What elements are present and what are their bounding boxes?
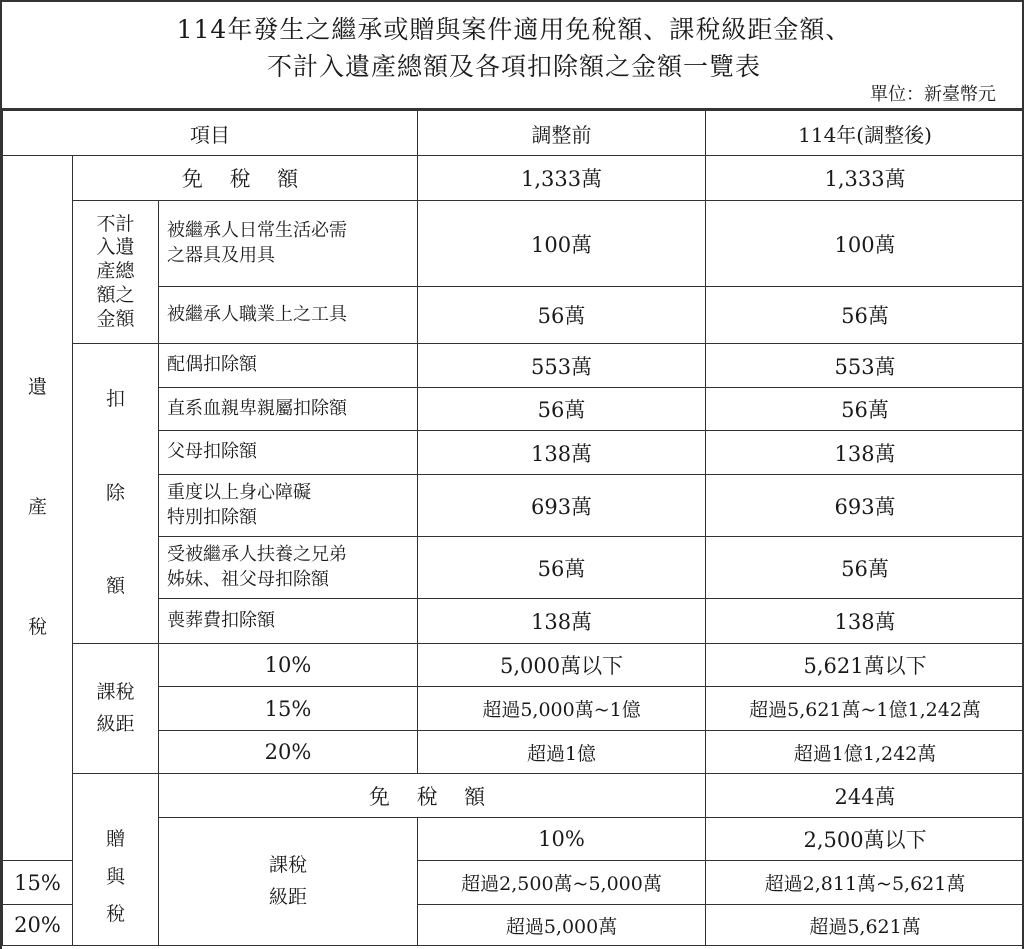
deduction-5-label <box>159 537 418 599</box>
estate-bracket-1-after: 5,621萬以下 <box>706 644 1024 687</box>
deduction-6-label: 喪葬費扣除額 <box>159 599 418 644</box>
gift-brackets-label-1: 課稅 <box>269 853 308 876</box>
estate-bracket-2-after: 超過5,621萬~1億1,242萬 <box>706 687 1024 731</box>
estate-bracket-2-before: 超過5,000萬~1億 <box>418 687 706 731</box>
estate-exemption-after: 1,333萬 <box>706 156 1024 201</box>
excluded-label-5: 金額 <box>96 307 135 330</box>
header-row <box>3 111 1024 156</box>
deduction-2-after: 56萬 <box>706 388 1024 431</box>
deduction-4-label <box>159 475 418 537</box>
header-item: 項目 <box>3 111 418 156</box>
deduction-5-after: 56萬 <box>706 537 1024 599</box>
gift-tax-label <box>73 774 159 946</box>
deduction-2-before: 56萬 <box>418 388 706 431</box>
deductions-char-1: 扣 <box>105 387 125 410</box>
deduction-5-before: 56萬 <box>418 537 706 599</box>
estate-bracket-row-1 <box>3 644 1024 687</box>
deduction-4-after: 693萬 <box>706 475 1024 537</box>
table-header-block <box>2 0 1024 110</box>
gift-char-3: 稅 <box>105 903 125 926</box>
deduction-4-before: 693萬 <box>418 475 706 537</box>
excluded-item-1-label <box>159 201 418 287</box>
excluded-label <box>73 201 159 344</box>
gift-exemption-label: 免 稅 額 <box>159 774 706 818</box>
excluded-item-1-after: 100萬 <box>706 201 1024 287</box>
estate-char-3: 稅 <box>27 615 47 638</box>
gift-bracket-2-after: 超過2,811萬~5,621萬 <box>706 861 1024 905</box>
excluded-label-4: 額之 <box>96 283 135 306</box>
gift-bracket-3-before: 超過5,000萬 <box>418 905 706 946</box>
excluded-row-1 <box>3 201 1024 287</box>
gift-exemption-before: 244萬 <box>706 774 1024 818</box>
gift-char-2: 與 <box>105 865 125 888</box>
deduction-1-label: 配偶扣除額 <box>159 344 418 388</box>
estate-char-2: 產 <box>27 496 47 519</box>
deduction-5-line-1: 受被繼承人扶養之兄弟 <box>167 544 347 566</box>
deduction-4-line-1: 重度以上身心障礙 <box>167 482 311 504</box>
deduction-row-1 <box>3 344 1024 388</box>
estate-exemption-before: 1,333萬 <box>418 156 706 201</box>
deduction-3-before: 138萬 <box>418 431 706 475</box>
estate-brackets-label-1: 課稅 <box>96 680 135 703</box>
estate-tax-label <box>3 156 73 861</box>
deduction-1-before: 553萬 <box>418 344 706 388</box>
deduction-3-label: 父母扣除額 <box>159 431 418 475</box>
deductions-char-2: 除 <box>105 481 125 504</box>
estate-exemption-label: 免 稅 額 <box>73 156 418 201</box>
excluded-item-2-after: 56萬 <box>706 287 1024 344</box>
estate-char-1: 遺 <box>27 376 47 399</box>
gift-brackets-label-2: 級距 <box>269 885 308 908</box>
excluded-item-1-before: 100萬 <box>418 201 706 287</box>
excluded-item-1-line-2: 之器具及用具 <box>167 244 275 266</box>
deduction-1-after: 553萬 <box>706 344 1024 388</box>
deduction-5-line-2: 姊妹、祖父母扣除額 <box>167 568 329 590</box>
title-line-1: 114年發生之繼承或贈與案件適用免稅額、課稅級距金額、 <box>176 15 852 44</box>
gift-brackets-label <box>159 818 418 946</box>
estate-brackets-label-2: 級距 <box>96 712 135 735</box>
deduction-4-line-2: 特別扣除額 <box>167 506 257 528</box>
excluded-label-3: 產總 <box>96 260 135 283</box>
estate-bracket-3-after: 超過1億1,242萬 <box>706 731 1024 774</box>
deduction-6-before: 138萬 <box>418 599 706 644</box>
deduction-6-after: 138萬 <box>706 599 1024 644</box>
deductions-label <box>73 344 159 644</box>
header-before: 調整前 <box>418 111 706 156</box>
excluded-item-1-line-1: 被繼承人日常生活必需 <box>167 220 347 242</box>
gift-exemption-row <box>3 774 1024 818</box>
estate-brackets-label <box>73 644 159 774</box>
header-after: 114年(調整後) <box>706 111 1024 156</box>
excluded-label-1: 不計 <box>96 212 135 235</box>
excluded-label-2: 入遺 <box>96 236 135 259</box>
estate-bracket-2-rate: 15% <box>159 687 418 731</box>
estate-bracket-1-rate: 10% <box>159 644 418 687</box>
gift-bracket-1-rate: 10% <box>418 818 706 861</box>
unit-note: 單位：新臺幣元 <box>870 84 996 105</box>
title-line-2: 不計入遺產總額及各項扣除額之金額一覽表 <box>266 52 761 81</box>
excluded-item-2-before: 56萬 <box>418 287 706 344</box>
gift-bracket-2-before: 超過2,500萬~5,000萬 <box>418 861 706 905</box>
deduction-2-label: 直系血親卑親屬扣除額 <box>159 388 418 431</box>
estate-exemption-row <box>3 156 1024 201</box>
deductions-char-3: 額 <box>105 575 125 598</box>
excluded-item-2-label: 被繼承人職業上之工具 <box>159 287 418 344</box>
amount-table <box>2 110 1024 946</box>
gift-bracket-1-before: 2,500萬以下 <box>706 818 1024 861</box>
gift-bracket-3-after: 超過5,621萬 <box>706 905 1024 946</box>
gift-bracket-2-rate: 15% <box>3 861 73 905</box>
gift-bracket-3-rate: 20% <box>3 905 73 946</box>
deduction-3-after: 138萬 <box>706 431 1024 475</box>
gift-char-1: 贈 <box>105 827 125 850</box>
estate-bracket-3-rate: 20% <box>159 731 418 774</box>
estate-bracket-1-before: 5,000萬以下 <box>418 644 706 687</box>
estate-bracket-3-before: 超過1億 <box>418 731 706 774</box>
